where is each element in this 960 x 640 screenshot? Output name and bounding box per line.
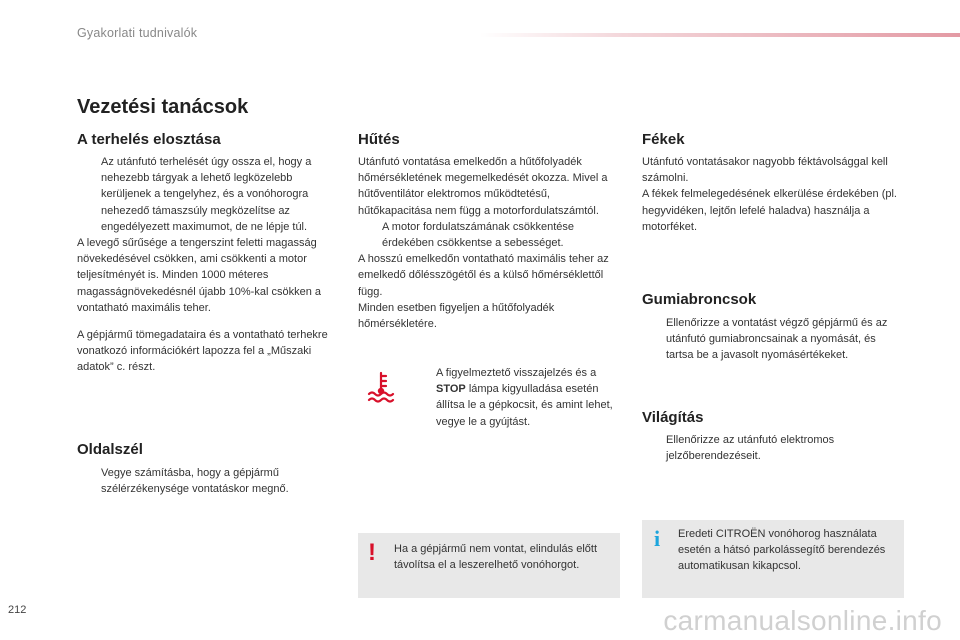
watermark: carmanualsonline.info (663, 605, 942, 636)
info-note-text: Eredeti CITROËN vonóhorog használata esetén a hátsó parkolássegítő berendezés automatikusan kikapcsol. (678, 528, 886, 573)
bullet-item: Ellenőrizze a vontatást végző gépjármű és az utánfutó gumiabroncsainak a nyomását, és tartsa be a javasolt nyomásértékeket. (666, 317, 888, 362)
alert-note (358, 533, 620, 598)
heading-tyres: Gumiabroncsok (642, 291, 757, 308)
heading-cooling: Hűtés (358, 131, 400, 148)
alert-note-text: Ha a gépjármű nem vontat, elindulás előtt távolítsa el a leszerelhető vonóhorgot. (394, 543, 598, 572)
stop-label: STOP (436, 383, 466, 396)
header-decor-bar (480, 33, 960, 37)
bullet-item: Ellenőrizze az utánfutó elektromos jelzőberendezéseit. (666, 434, 835, 463)
page-number: 212 (8, 604, 27, 616)
brakes-text (642, 154, 904, 235)
load-distribution-text (77, 154, 339, 316)
bullet-item: A motor fordulatszámának csökkentése érdekében csökkentse a sebességet. (382, 220, 574, 250)
crosswind-text (77, 465, 339, 497)
bullet-item: Az utánfutó terhelését úgy ossza el, hogy a nehezebb tárgyak a lehető legközelebb kerüljenek a tengelyhez, és a vonóhorogra nehezedő támaszsúly megközelítse az engedélyezett maximumot, de ne lépje túl. (101, 156, 312, 233)
exclamation-icon: ! (368, 539, 376, 566)
heading-crosswind: Oldalszél (77, 441, 143, 458)
paragraph: A fékek felmelegedésének elkerülése érdekében (pl. hegyvidéken, lejtőn lefelé haladva) használja a motorféket. (642, 188, 897, 233)
lighting-text (642, 432, 904, 464)
heading-load-distribution: A terhelés elosztása (77, 131, 221, 148)
paragraph: A gépjármű tömegadataira és a vontatható terhekre vonatkozó információkért lapozza fel a „Műszaki adatok” c. részt. (77, 329, 328, 374)
bullet-item: Vegye számításba, hogy a gépjármű szélérzékenysége vontatáskor megnő. (101, 467, 289, 496)
coolant-warning-box (358, 357, 620, 449)
load-reference-text (77, 327, 339, 376)
paragraph: Minden esetben figyeljen a hűtőfolyadék hőmérsékletére. (358, 301, 555, 331)
cooling-text (358, 154, 620, 332)
info-icon: i (654, 526, 661, 551)
heading-brakes: Fékek (642, 131, 685, 148)
coolant-temperature-warning-icon (366, 369, 396, 405)
running-header: Gyakorlati tudnivalók (77, 26, 198, 40)
paragraph: Utánfutó vontatásakor nagyobb féktávolsággal kell számolni. (642, 156, 888, 185)
info-note (642, 520, 904, 598)
coolant-warning-text: A figyelmeztető visszajelzés és a STOP lámpa kigyulladása esetén állítsa le a gépkocsit, és amint lehet, vegye le a gyújtást. (436, 367, 613, 428)
heading-lighting: Világítás (642, 409, 704, 426)
paragraph: A levegő sűrűsége a tengerszint feletti magasság növekedésével csökken, ami csökkenti a motor teljesítményét is. Minden 1000 méteres magasságnövekedésnél újabb 10%-kal csökken a vontatható maximális teher. (77, 237, 321, 314)
paragraph: A hosszú emelkedőn vontatható maximális teher az emelkedő dőlésszögétől és a külső hőmérséklettől függ. (358, 253, 609, 298)
tyres-text (642, 315, 904, 364)
paragraph: Utánfutó vontatása emelkedőn a hűtőfolyadék hőmérsékletének megemelkedését okozza. Mivel a hűtőventilátor elektromos működtetésű, hűtőkapacitása nem függ a motorfordulatszámtól. (358, 156, 608, 217)
page-title: Vezetési tanácsok (77, 96, 249, 118)
